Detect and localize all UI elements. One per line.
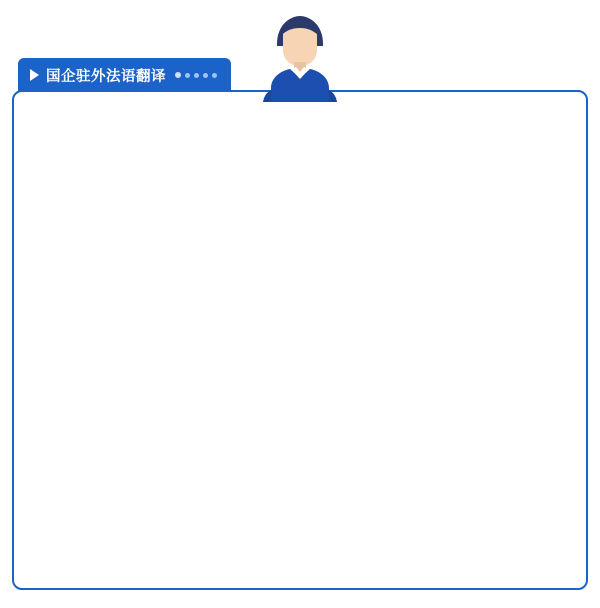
play-triangle-icon <box>30 69 39 81</box>
page-title: 国企驻外法语翻译 <box>46 68 166 85</box>
poster-title-tab <box>18 58 231 92</box>
title-dots <box>175 72 217 78</box>
person-illustration <box>247 10 353 102</box>
poster-card <box>12 90 588 590</box>
